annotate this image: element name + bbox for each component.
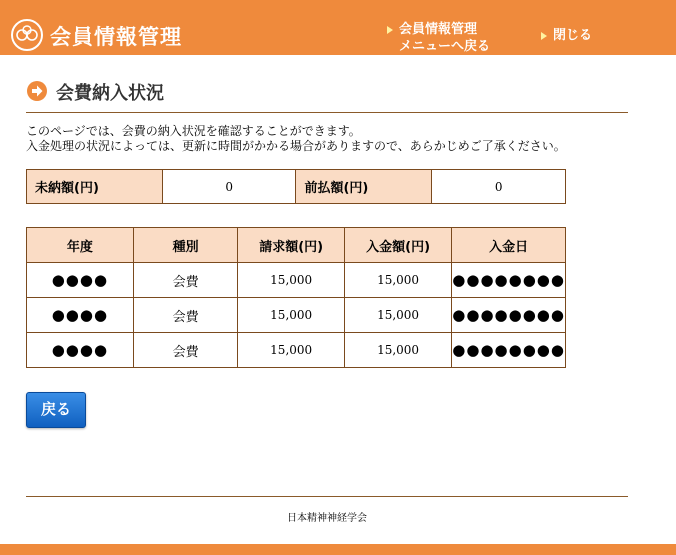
col-header-billed: 請求額(円)	[238, 228, 344, 263]
cell-year: ●●●●	[27, 333, 134, 368]
back-button[interactable]: 戻る	[26, 392, 86, 428]
intro-line-1: このページでは、会費の納入状況を確認することができます。	[26, 124, 361, 138]
intro-text	[26, 124, 646, 154]
triangle-arrow-icon	[387, 26, 393, 34]
table-row	[27, 298, 566, 333]
prepaid-label: 前払額(円)	[296, 170, 432, 204]
app-title: 会員情報管理	[50, 25, 182, 49]
cell-type: 会費	[133, 333, 238, 368]
triangle-arrow-icon	[541, 32, 547, 40]
arrow-circle-icon	[26, 80, 48, 102]
summary-row	[27, 170, 566, 204]
unpaid-value: 0	[162, 170, 296, 204]
footer-divider	[26, 496, 628, 497]
cell-type: 会費	[133, 298, 238, 333]
menu-link-line2: メニューへ戻る	[399, 39, 491, 54]
cell-billed: 15,000	[238, 298, 344, 333]
section-header	[26, 78, 628, 113]
table-row	[27, 333, 566, 368]
intro-line-2: 入金処理の状況によっては、更新に時間がかかる場合がありますので、あらかじめご了承ください。	[26, 139, 566, 153]
close-link-label: 閉じる	[553, 28, 593, 43]
cell-paid-date: ●●●●●●●●	[452, 298, 566, 333]
cell-paid: 15,000	[344, 333, 451, 368]
unpaid-label: 未納額(円)	[27, 170, 163, 204]
payment-records-table	[26, 227, 566, 368]
prepaid-value: 0	[432, 170, 566, 204]
col-header-type: 種別	[133, 228, 238, 263]
cell-type: 会費	[133, 263, 238, 298]
table-header-row	[27, 228, 566, 263]
section-title: 会費納入状況	[56, 83, 164, 104]
header-bar	[0, 0, 676, 55]
cell-billed: 15,000	[238, 263, 344, 298]
menu-link[interactable]	[399, 21, 490, 55]
cell-year: ●●●●	[27, 263, 134, 298]
col-header-year: 年度	[27, 228, 134, 263]
cell-paid: 15,000	[344, 298, 451, 333]
menu-link-line1: 会員情報管理	[399, 22, 478, 37]
cell-paid: 15,000	[344, 263, 451, 298]
cell-billed: 15,000	[238, 333, 344, 368]
cell-paid-date: ●●●●●●●●	[452, 333, 566, 368]
table-row	[27, 263, 566, 298]
col-header-paid: 入金額(円)	[344, 228, 451, 263]
cell-year: ●●●●	[27, 298, 134, 333]
col-header-paid-date: 入金日	[452, 228, 566, 263]
footer-organization: 日本精神神経学会	[287, 513, 367, 524]
balance-summary-table	[26, 169, 566, 204]
society-logo-icon	[10, 18, 44, 52]
cell-paid-date: ●●●●●●●●	[452, 263, 566, 298]
close-link[interactable]	[553, 27, 592, 44]
footer-bar	[0, 544, 676, 555]
